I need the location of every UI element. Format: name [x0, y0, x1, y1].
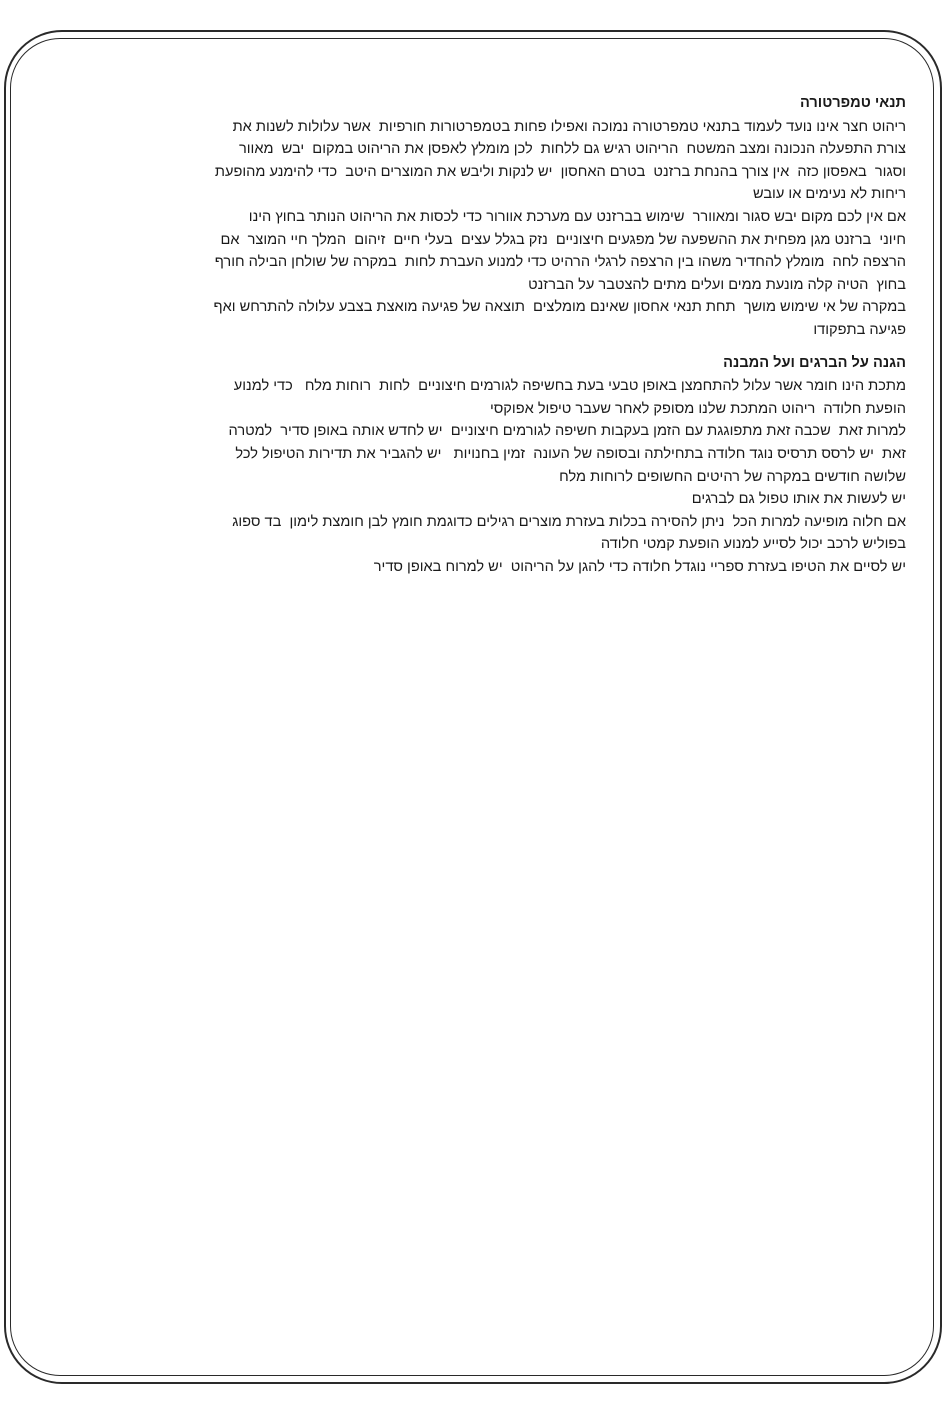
paragraph-line: צורת התפעלה הנכונה ומצב המשטח הריהוט רגיש גם ללחות לכן מומלץ לאפסן את הריהוט במקום יבש מאוור	[238, 141, 906, 158]
paragraph-line: בחוץ הטיה קלה מונעת ממים ועלים מתים להצטבר על הברזנט	[528, 276, 906, 293]
paragraph-line: יש לסיים את הטיפו בעזרת ספריי נוגדל חלודה כדי להגן על הריהוט יש למרוח באופן סדיר	[373, 558, 906, 575]
paragraph-line: אם חלוה מופיעה למרות הכל ניתן להסירה בכלות בעזרת מוצרים רגילים כדוגמת חומץ לבן חומצת לימון בד ספוג	[232, 513, 906, 530]
paragraph-line: יש לעשות את אותו טפול גם לברגים	[691, 491, 906, 508]
paragraph-line: למרות זאת שכבה זאת מתפוגגת עם הזמן בעקבות חשיפה לגורמים חיצוניים יש לחדש אותה באופן סדיר למטרה	[228, 423, 906, 440]
paragraph-line: פגיעה בתפקודו	[813, 321, 906, 338]
paragraph-line: ריהוט חצר אינו נועד לעמוד בתנאי טמפרטורה נמוכה ואפילו פחות בטמפרטורות חורפיות אשר עלולות לשנות את	[232, 118, 906, 135]
document-body	[40, 92, 906, 578]
section-title: הגנה על הברגים ועל המבנה	[723, 354, 906, 371]
paragraph-line: מתכת הינו חומר אשר עלול להתחמצן באופן טבעי בעת בחשיפה לגורמים חיצוניים לחות רוחות מלח כדי למנוע	[233, 378, 906, 395]
paragraph-line: ריחות לא נעימים או עובש	[752, 186, 906, 203]
paragraph-line: הופעת חלודה ריהוט המתכת שלנו מסופק לאחר שעבר טיפול אפוקסי	[489, 400, 906, 417]
paragraph-line: וסגור באפסון כזה אין צורך בהנחת ברזנט בטרם האחסון יש לנקות וליבש את המוצרים היטב כדי להימנע מהופעת	[214, 163, 906, 180]
paragraph-line: בפוליש לרכב יכול לסייע למנוע הופעת קמטי חלודה	[600, 536, 906, 553]
paragraph-line: חיוני ברזנט מגן מפחית את ההשפעה של מפגעים חיצוניים נזק בגלל עצים בעלי חיים זיהום המלך חיי המוצר אם	[220, 231, 906, 248]
paragraph-line: אם אין לכם מקום יבש סגור ומאוורר שימוש בברזנט עם מערכת אוורור כדי לכסות את הריהוט הנותר בחוץ הינו	[248, 208, 906, 225]
paragraph-line: במקרה של אי שימוש מושך תחת תנאי אחסון שאינם מומלצים תוצאה של פגיעה מואצת בצבע עלולה להתרחש ואף	[213, 299, 906, 316]
paragraph-line: שלושה חודשים במקרה של רהיטים החשופים לרוחות מלח	[559, 468, 906, 485]
section-temperature	[40, 92, 906, 342]
section-title: תנאי טמפרטורה	[799, 95, 906, 111]
paragraph-line: זאת יש לרסס תרסיס נוגד חלודה בתחילתה ובסופה של העונה זמין בחנויות יש להגביר את תדירות הטיפול לכל	[235, 445, 906, 462]
paragraph-line: הרצפה לחה מומלץ להחדיר משהו בין הרצפה לרגלי הרהיט כדי למנוע העברת לחות במקרה של שולחן הבילה חורף	[214, 254, 906, 271]
section-screws-structure	[40, 352, 906, 579]
